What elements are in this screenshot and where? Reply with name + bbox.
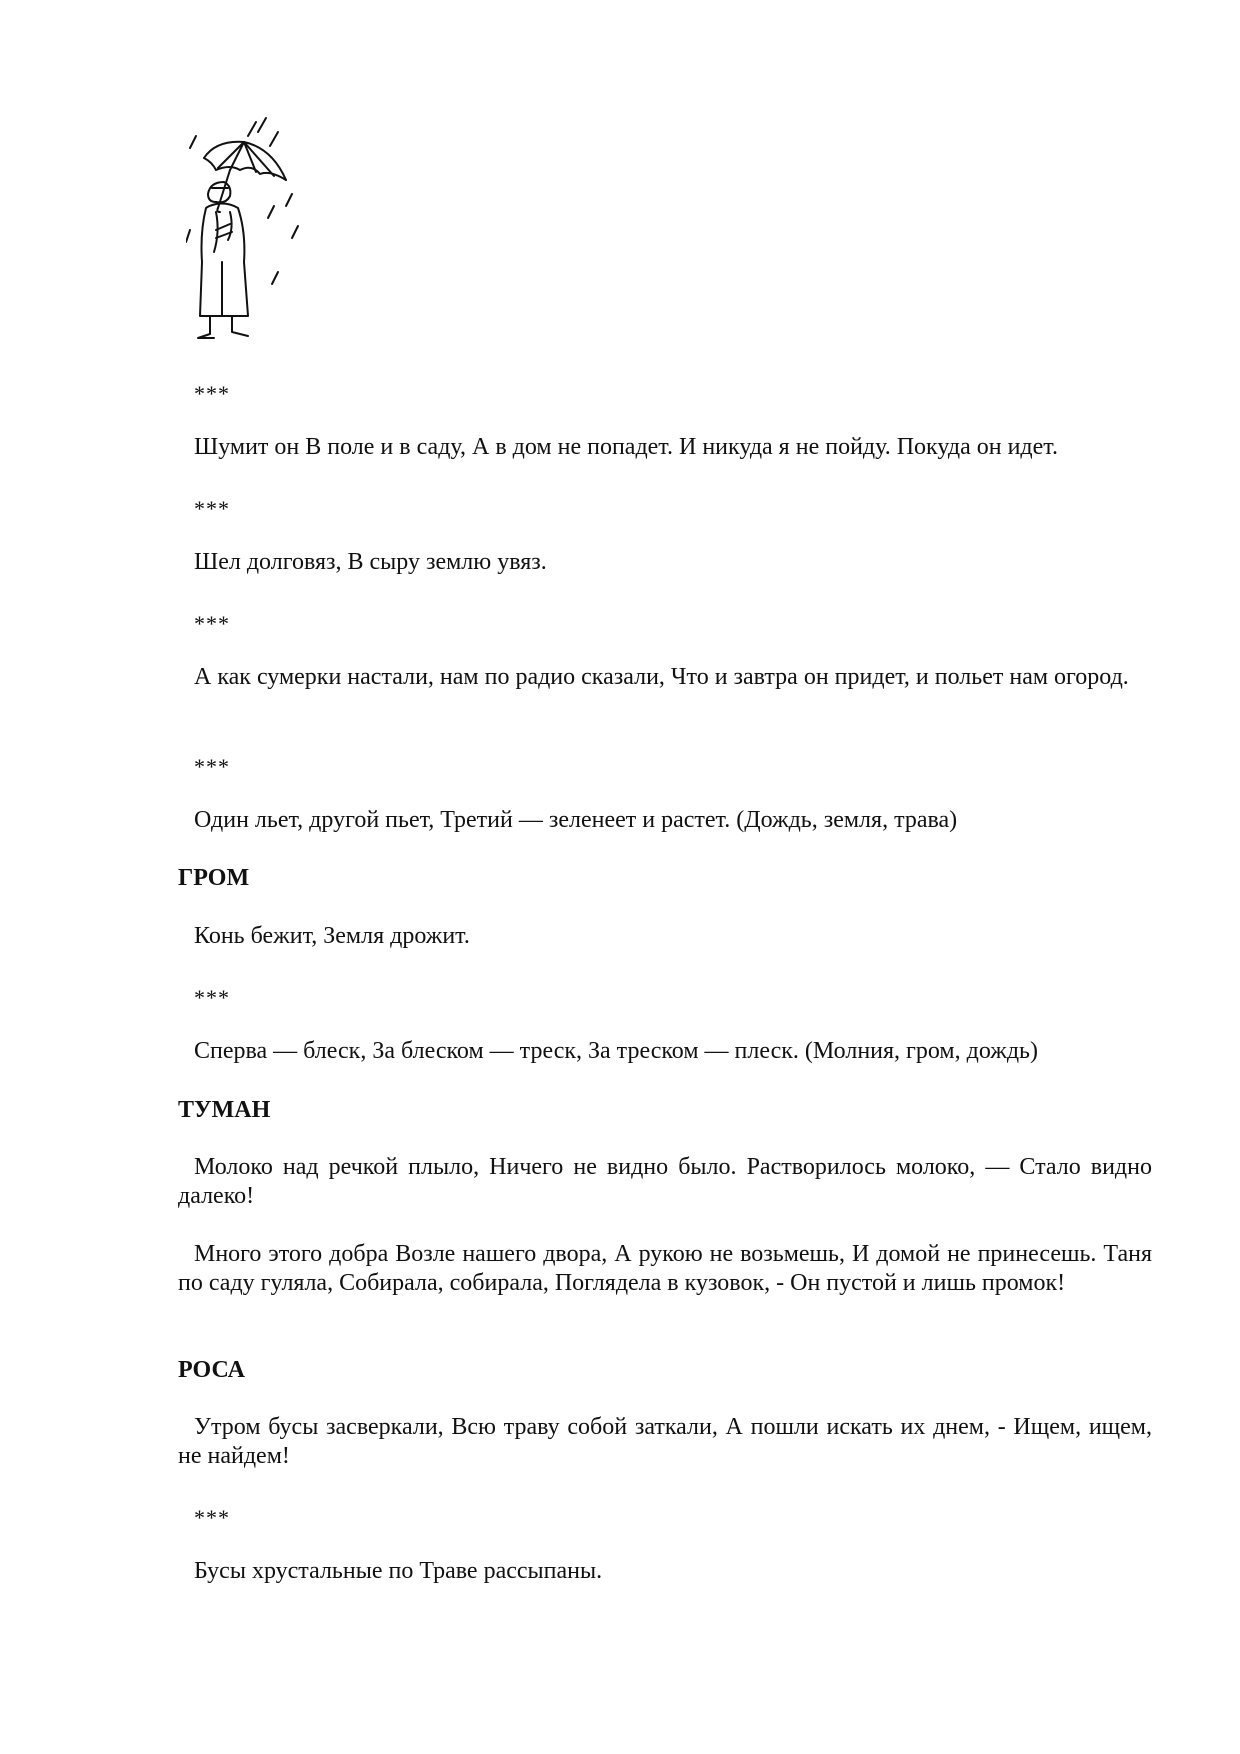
man-with-umbrella-in-rain-icon [186, 112, 326, 357]
riddle-text: Бусы хрустальные по Траве рассыпаны. [194, 1558, 603, 1584]
riddle-text: Шумит он В поле и в саду, А в дом не попадет. И никуда я не пойду. Покуда он идет. [194, 434, 1058, 460]
separator: *** [194, 985, 230, 1010]
riddle-text: Молоко над речкой плыло, Ничего не видно было. Растворилось молоко, — Стало видно далеко! [178, 1154, 1152, 1209]
section-heading-dew: РОСА [178, 1357, 245, 1383]
riddle-text: Конь бежит, Земля дрожит. [194, 923, 470, 949]
riddle-text: Сперва — блеск, За блеском — треск, За треском — плеск. (Молния, гром, дождь) [194, 1038, 1038, 1064]
riddle-text: Один льет, другой пьет, Третий — зеленеет и растет. (Дождь, земля, трава) [194, 807, 958, 833]
separator: *** [194, 754, 230, 779]
section-heading-fog: ТУМАН [178, 1097, 271, 1123]
riddle-text: Шел долговяз, В сыру землю увяз. [194, 549, 547, 575]
section-heading-thunder: ГРОМ [178, 865, 250, 891]
riddle-text: А как сумерки настали, нам по радио сказали, Что и завтра он придет, и польет нам огород. [194, 664, 1129, 690]
separator: *** [194, 496, 230, 521]
separator: *** [194, 381, 230, 406]
riddle-text: Много этого добра Возле нашего двора, А рукою не возьмешь, И домой не принесешь. Таня по саду гуляла, Собирала, собирала, Поглядела в кузовок, - Он пустой и лишь промок! [178, 1241, 1152, 1296]
separator: *** [194, 611, 230, 636]
riddle-text: Утром бусы засверкали, Всю траву собой заткали, А пошли искать их днем, - Ищем, ищем, не найдем! [178, 1414, 1152, 1469]
separator: *** [194, 1505, 230, 1530]
man-figure [198, 182, 248, 338]
